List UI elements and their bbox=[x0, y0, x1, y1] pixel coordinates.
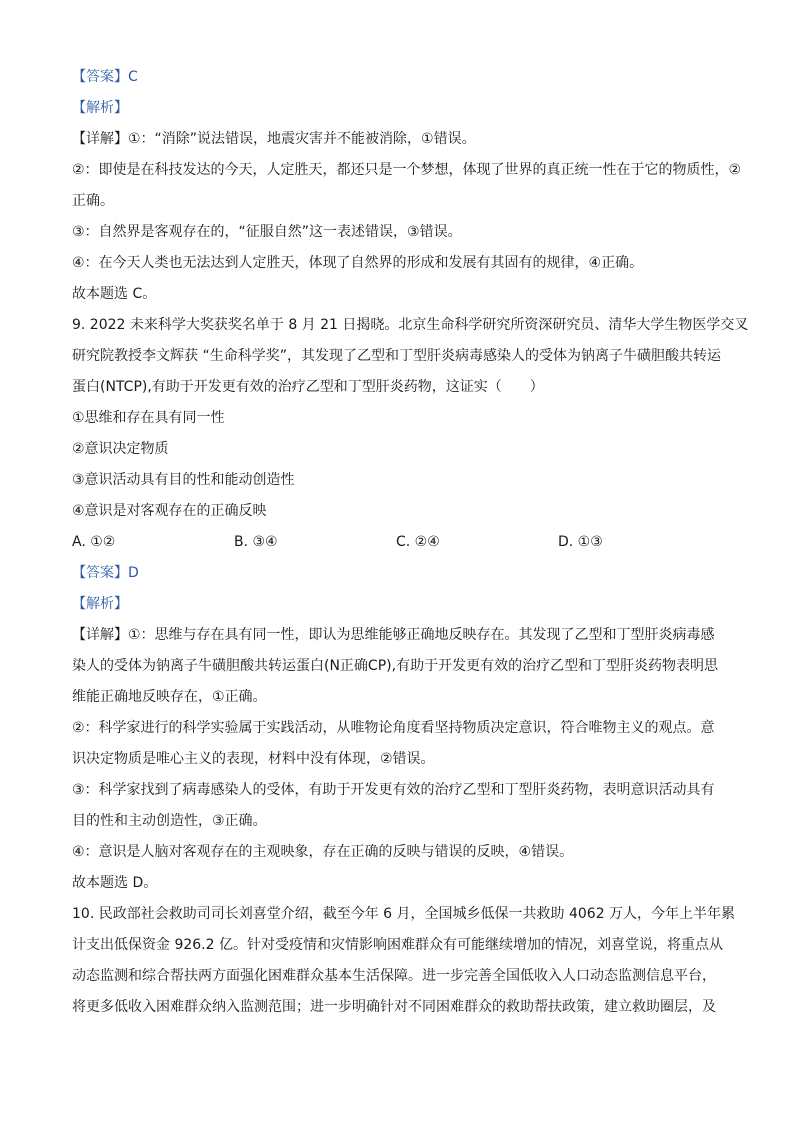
q8-conclusion: 故本题选 C。 bbox=[72, 286, 157, 302]
q9-stem-line: 蛋白(NTCP),有助于开发更有效的治疗乙型和丁型肝炎药物，这证实（ ） bbox=[72, 379, 544, 395]
q10-stem-line: 计支出低保资金 926.2 亿。针对受疫情和灾情影响困难群众有可能继续增加的情况，刘喜堂说，将重点从 bbox=[72, 937, 723, 953]
q9-stem-line: 研究院教授李文辉获 “生命科学奖”，其发现了乙型和丁型肝炎病毒感染人的受体为钠离子牛磺胆酸共转运 bbox=[72, 348, 721, 364]
q9-analysis-heading: 【解析】 bbox=[72, 596, 128, 612]
q9-analysis-line: 染人的受体为钠离子牛磺胆酸共转运蛋白(N正确CP),有助于开发更有效的治疗乙型和丁型肝炎药物表明思 bbox=[72, 658, 719, 674]
q9-analysis-line: ③：科学家找到了病毒感染人的受体，有助于开发更有效的治疗乙型和丁型肝炎药物，表明意识活动具有 bbox=[72, 782, 715, 798]
q8-analysis-line: ③：自然界是客观存在的，“征服自然”这一表述错误，③错误。 bbox=[72, 224, 462, 240]
q10-stem-line: 10. 民政部社会救助司司长刘喜堂介绍，截至今年 6 月，全国城乡低保一共救助 4062 万人，今年上半年累 bbox=[72, 906, 736, 922]
q9-option-d: D. ①③ bbox=[558, 534, 603, 550]
q9-item: ①思维和存在具有同一性 bbox=[72, 410, 225, 426]
q9-analysis-line: 识决定物质是唯心主义的表现，材料中没有体现，②错误。 bbox=[72, 751, 435, 767]
q9-options bbox=[72, 527, 732, 558]
q9-analysis-line: ④：意识是人脑对客观存在的主观映象，存在正确的反映与错误的反映，④错误。 bbox=[72, 844, 574, 860]
q10-stem-line: 将更多低收入困难群众纳入监测范围；进一步明确针对不同困难群众的救助帮扶政策，建立救助圈层，及 bbox=[72, 999, 716, 1015]
q9-item: ③意识活动具有目的性和能动创造性 bbox=[72, 472, 295, 488]
q9-analysis-line: ②：科学家进行的科学实验属于实践活动，从唯物论角度看坚持物质决定意识，符合唯物主义的观点。意 bbox=[72, 720, 715, 736]
q9-option-a: A. ①② bbox=[72, 534, 116, 550]
document-page bbox=[72, 62, 749, 1023]
q9-item: ④意识是对客观存在的正确反映 bbox=[72, 503, 267, 519]
q9-analysis-line: 目的性和主动创造性，③正确。 bbox=[72, 813, 267, 829]
q9-option-c: C. ②④ bbox=[396, 534, 440, 550]
q9-analysis-line: 【详解】①：思维与存在具有同一性，即认为思维能够正确地反映存在。其发现了乙型和丁型肝炎病毒感 bbox=[72, 627, 715, 643]
q10-stem-line: 动态监测和综合帮扶两方面强化困难群众基本生活保障。进一步完善全国低收入人口动态监测信息平台， bbox=[72, 968, 716, 984]
q8-analysis-line: 【详解】①：“消除”说法错误，地震灾害并不能被消除，①错误。 bbox=[72, 131, 476, 147]
q9-analysis-line: 维能正确地反映存在，①正确。 bbox=[72, 689, 267, 705]
q8-answer: 【答案】C bbox=[72, 69, 138, 85]
q8-analysis-heading: 【解析】 bbox=[72, 100, 128, 116]
q9-answer: 【答案】D bbox=[72, 565, 139, 581]
q8-analysis-line: ②：即使是在科技发达的今天，人定胜天，都还只是一个梦想，体现了世界的真正统一性在于它的物质性，② bbox=[72, 162, 742, 178]
q8-analysis-line: 正确。 bbox=[72, 193, 114, 209]
q9-stem-line: 9. 2022 未来科学大奖获奖名单于 8 月 21 日揭晓。北京生命科学研究所资深研究员、清华大学生物医学交叉 bbox=[72, 317, 749, 333]
q9-item: ②意识决定物质 bbox=[72, 441, 169, 457]
q9-option-b: B. ③④ bbox=[234, 534, 278, 550]
q8-analysis-line: ④：在今天人类也无法达到人定胜天，体现了自然界的形成和发展有其固有的规律，④正确。 bbox=[72, 255, 644, 271]
q9-conclusion: 故本题选 D。 bbox=[72, 875, 158, 891]
